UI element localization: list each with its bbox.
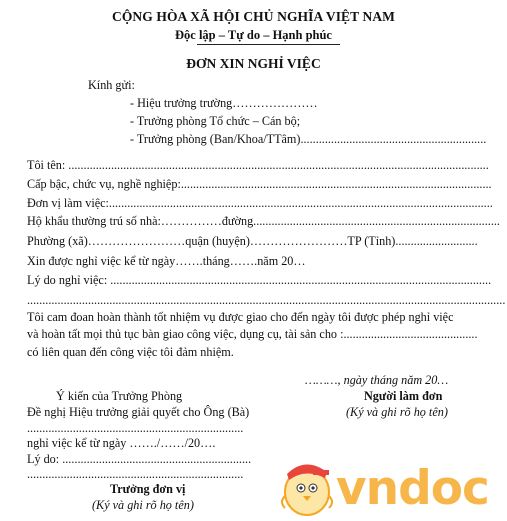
vndoc-wordmark: vndoc <box>336 461 489 516</box>
motto-underline <box>197 44 340 45</box>
opinion-line: ....................................................................... <box>27 421 244 435</box>
addressee-line: - Hiệu trưởng trường………………… <box>130 96 318 110</box>
field-reason-continued: ............................................................................................................................................................. <box>27 293 506 307</box>
motto: Độc lập – Tự do – Hạnh phúc <box>175 28 332 42</box>
commitment-line: và hoàn tất mọi thủ tục bàn giao công việc, dụng cụ, tài sản cho :............................................ <box>27 327 478 341</box>
date-line: ………, ngày tháng năm 20… <box>305 373 449 387</box>
field-reason: Lý do nghỉ việc: ............................................................................................................................. <box>27 273 492 287</box>
addressee-line: - Trưởng phòng (Ban/Khoa/TTâm)............................................................. <box>130 132 487 146</box>
opinion-signer-note: (Ký và ghi rõ họ tên) <box>92 498 194 512</box>
opinion-signer: Trưởng đơn vị <box>110 482 186 496</box>
opinion-line: Lý do: .............................................................. <box>27 452 252 466</box>
opinion-line: ....................................................................... <box>27 467 244 481</box>
opinion-line: nghỉ việc kể từ ngày ……./……/20…. <box>27 436 216 450</box>
document-title: ĐƠN XIN NGHỈ VIỆC <box>186 56 321 71</box>
applicant-note: (Ký và ghi rõ họ tên) <box>346 405 448 419</box>
commitment-line: Tôi cam đoan hoàn thành tốt nhiệm vụ được giao cho đến ngày tôi được phép nghỉ việc <box>27 310 454 324</box>
field-name: Tôi tên: .......................................................................................................................................... <box>27 158 489 172</box>
field-unit: Đơn vị làm việc:.............................................................................................................................. <box>27 196 493 210</box>
opinion-title: Ý kiến của Trưởng Phòng <box>56 389 183 403</box>
addressee-line: - Trưởng phòng Tổ chức – Cán bộ; <box>130 114 301 128</box>
addressee-intro: Kính gửi: <box>88 78 135 92</box>
republic-heading: CỘNG HÒA XÃ HỘI CHỦ NGHĨA VIỆT NAM <box>111 9 396 24</box>
field-leave-date: Xin được nghỉ việc kể từ ngày…….tháng…….năm 20… <box>27 254 306 268</box>
applicant-label: Người làm đơn <box>364 389 443 403</box>
opinion-line: Đề nghị Hiệu trưởng giải quyết cho Ông (Bà) <box>27 405 250 419</box>
field-address: Hộ khẩu thường trú số nhà:……………đường................................................................................. <box>27 214 500 228</box>
field-rank: Cấp bậc, chức vụ, nghề nghiệp:...................................................................................................... <box>27 177 492 191</box>
field-ward: Phường (xã)……………………quận (huyện)……………………TP (Tỉnh)........................... <box>27 234 478 248</box>
commitment-line: có liên quan đến công việc tôi đảm nhiệm. <box>27 345 234 359</box>
